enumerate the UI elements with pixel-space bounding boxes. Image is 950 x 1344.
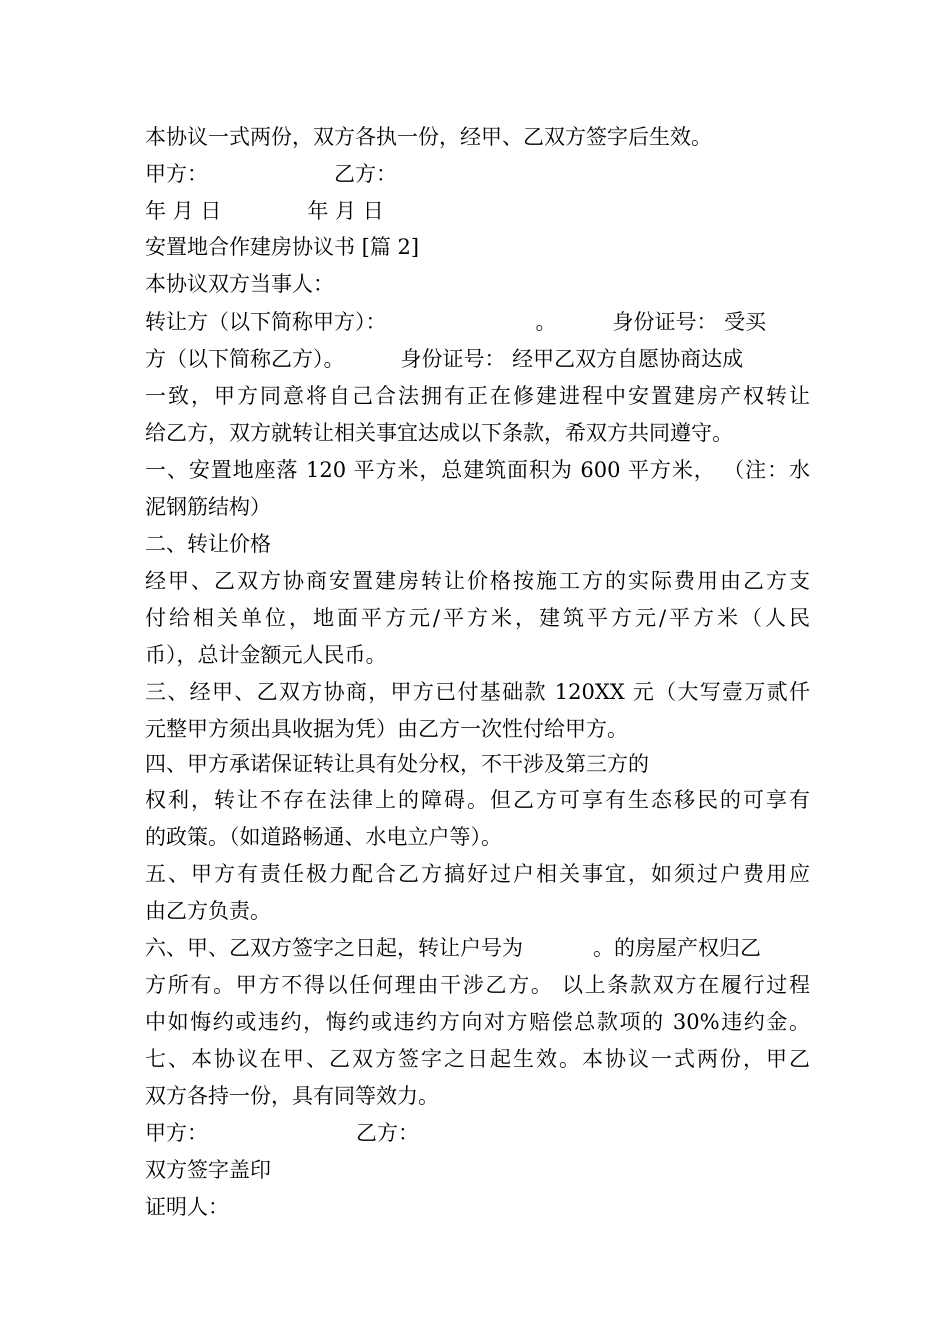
transferor-label: 转让方（以下简称甲方）：: [145, 310, 387, 334]
signature-line: [145, 1121, 810, 1145]
doc-line: 四、甲方承诺保证转让具有处分权，不干涉及第三方的: [145, 752, 649, 776]
doc-line: 经甲、乙双方协商安置建房转让价格按施工方的实际费用由乙方支: [145, 569, 810, 593]
doc-line: 方所有。甲方不得以任何理由干涉乙方。 以上条款双方在履行过程: [145, 973, 810, 997]
transferee-label: 方（以下简称乙方）。: [145, 347, 345, 371]
doc-line: 五、甲方有责任极力配合乙方搞好过户相关事宜，如须过户费用应: [145, 862, 810, 886]
doc-line: 币），总计金额元人民币。: [145, 643, 387, 667]
doc-line: 六、甲、乙双方签字之日起，转让户号为 。的房屋产权归乙: [145, 936, 761, 960]
date-line: [145, 199, 810, 223]
id-number-label: 身份证号： 受买: [612, 310, 767, 334]
doc-line: 双方各持一份，具有同等效力。: [145, 1084, 439, 1108]
doc-line: 权利，转让不存在法律上的障碍。但乙方可享有生态移民的可享有: [145, 788, 810, 812]
doc-line: 泥钢筋结构）: [145, 495, 271, 519]
party-a-label: 甲方：: [145, 162, 208, 186]
doc-line: 一致，甲方同意将自己合法拥有正在修建进程中安置建房产权转让: [145, 384, 810, 408]
date-a: 年 月 日: [145, 199, 222, 223]
doc-line: 本协议一式两份，双方各执一份，经甲、乙双方签字后生效。: [145, 125, 712, 149]
doc-line: 一、安置地座落 120 平方米，总建筑面积为 600 平方米， （注：水: [145, 458, 810, 482]
doc-line: 付给相关单位，地面平方元/平方米，建筑平方元/平方米（人民: [145, 606, 810, 630]
doc-line: 的政策。（如道路畅通、水电立户等）。: [145, 825, 502, 849]
section-title: 安置地合作建房协议书 [篇 2]: [145, 235, 420, 259]
sign-seal-line: 双方签字盖印: [145, 1158, 271, 1182]
doc-line: 三、经甲、乙双方协商，甲方已付基础款 120XX 元（大写壹万贰仟: [145, 680, 810, 704]
party-b-label: 乙方：: [356, 1121, 419, 1145]
party-a-label: 甲方：: [145, 1121, 208, 1145]
doc-line: 由乙方负责。: [145, 899, 271, 923]
witness-line: 证明人：: [145, 1195, 229, 1219]
doc-line: 给乙方，双方就转让相关事宜达成以下条款，希双方共同遵守。: [145, 421, 733, 445]
doc-line: 元整甲方须出具收据为凭）由乙方一次性付给甲方。: [145, 717, 628, 741]
doc-line: 七、本协议在甲、乙双方签字之日起生效。本协议一式两份，甲乙: [145, 1047, 810, 1071]
section-heading: 二、转让价格: [145, 532, 271, 556]
doc-line: 中如悔约或违约，悔约或违约方向对方赔偿总款项的 30%违约金。: [145, 1010, 810, 1034]
party-b-label: 乙方：: [334, 162, 397, 186]
doc-line: 本协议双方当事人：: [145, 272, 334, 296]
doc-line: 方（以下简称乙方）。 身份证号： 经甲乙双方自愿协商达成: [145, 347, 744, 371]
date-b: 年 月 日: [307, 199, 384, 223]
doc-line: 转让方（以下简称甲方）： 。 身份证号： 受买: [145, 310, 767, 334]
signature-line: [145, 162, 810, 186]
